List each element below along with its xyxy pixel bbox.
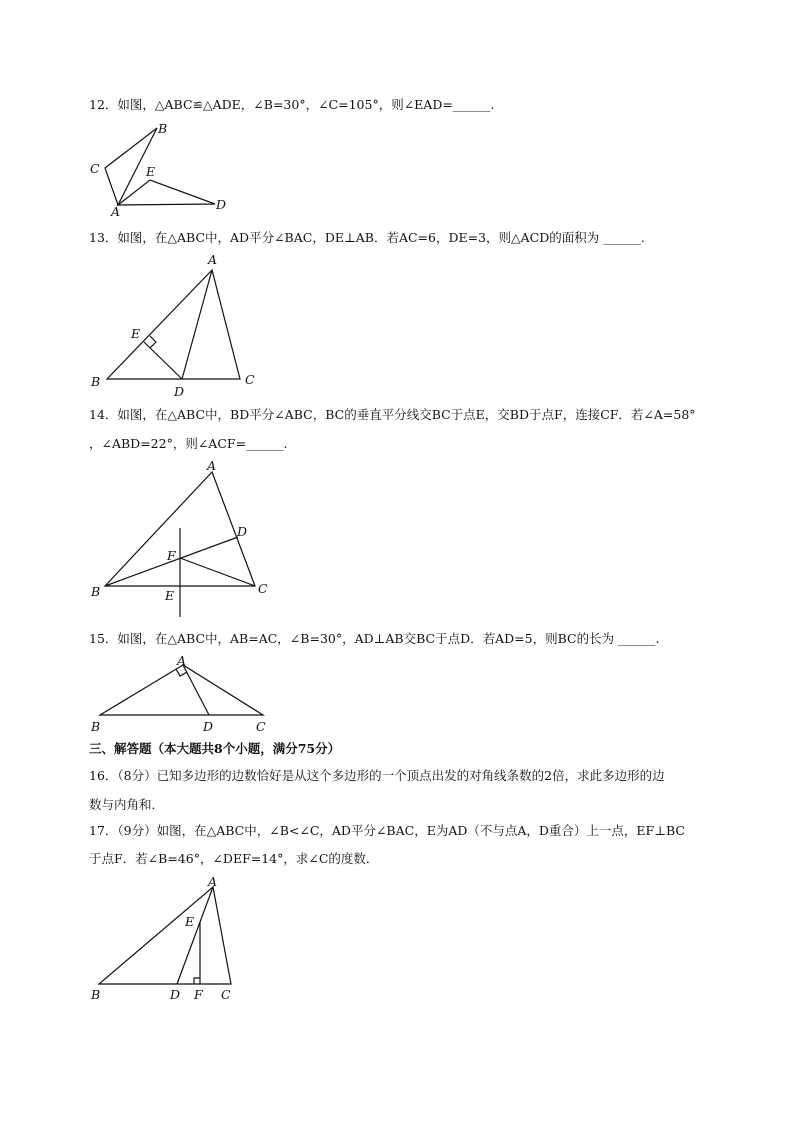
q14-label-a: A [207,458,217,473]
q17-triangle-abc [99,887,231,984]
q17-label-d: D [170,987,181,1002]
q15-label-a: A [177,653,187,668]
q12-label-c: C [90,161,100,176]
q12-label-d: D [216,197,227,212]
section-3-heading: 三、解答题（本大题共8个小题，满分75分） [89,741,341,756]
q15-label-d: D [203,719,214,734]
q17-label-c: C [221,987,231,1002]
q14-segment-fc [180,558,255,586]
q17-label-f: F [194,987,203,1002]
q12-label-a: A [111,204,121,219]
q13-label-d: D [174,384,185,399]
q14-label-e: E [165,588,175,603]
q17-label-a: A [208,874,218,889]
q15-label-b: B [91,719,101,734]
q13-label-b: B [91,374,101,389]
q16-text-line1: 16．（8分）已知多边形的边数恰好是从这个多边形的一个顶点出发的对角线条数的2倍，求此多边形的边 [89,768,665,783]
q15-text: 15．如图，在△ABC中，AB=AC，∠B=30°，AD⊥AB交BC于点D．若AD=5，则BC的长为 ______. [89,631,660,646]
q17-figure [85,872,255,1007]
q13-label-a: A [208,252,218,267]
q14-label-b: B [91,584,101,599]
q14-label-d: D [237,524,248,539]
q16-text-line2: 数与内角和． [89,797,165,812]
q15-triangle-abc [100,665,263,715]
q15-label-c: C [256,719,266,734]
q14-text-line2: ，∠ABD=22°，则∠ACF=______. [89,436,288,451]
q13-figure [85,250,265,399]
q12-figure [85,118,245,218]
q13-right-angle-mark [150,336,156,348]
q14-figure [85,455,285,620]
q17-label-e: E [185,914,195,929]
q13-label-c: C [245,372,255,387]
q13-label-e: E [131,326,141,341]
q15-figure [85,652,275,737]
q17-text-line1: 17．（9分）如图，在△ABC中，∠B<∠C，AD平分∠BAC，E为AD（不与点A，D重合）上一点，EF⊥BC [89,823,685,838]
q12-label-b: B [158,121,168,136]
q12-text: 12．如图，△ABC≌△ADE，∠B=30°，∠C=105°，则∠EAD=______. [89,97,495,112]
q17-label-b: B [91,987,101,1002]
q12-triangle-ade [118,180,215,205]
q13-triangle-abc [107,270,240,379]
q13-text: 13．如图，在△ABC中，AD平分∠BAC，DE⊥AB．若AC=6，DE=3，则△ACD的面积为 ______. [89,230,645,245]
q17-text-line2: 于点F．若∠B=46°，∠DEF=14°，求∠C的度数． [89,851,379,866]
q14-label-c: C [258,581,268,596]
q14-text-line1: 14．如图，在△ABC中，BD平分∠ABC，BC的垂直平分线交BC于点E，交BD于点F，连接CF．若∠A=58° [89,407,696,422]
q17-right-angle-mark [194,978,200,984]
q14-label-f: F [167,548,176,563]
q12-label-e: E [146,164,156,179]
